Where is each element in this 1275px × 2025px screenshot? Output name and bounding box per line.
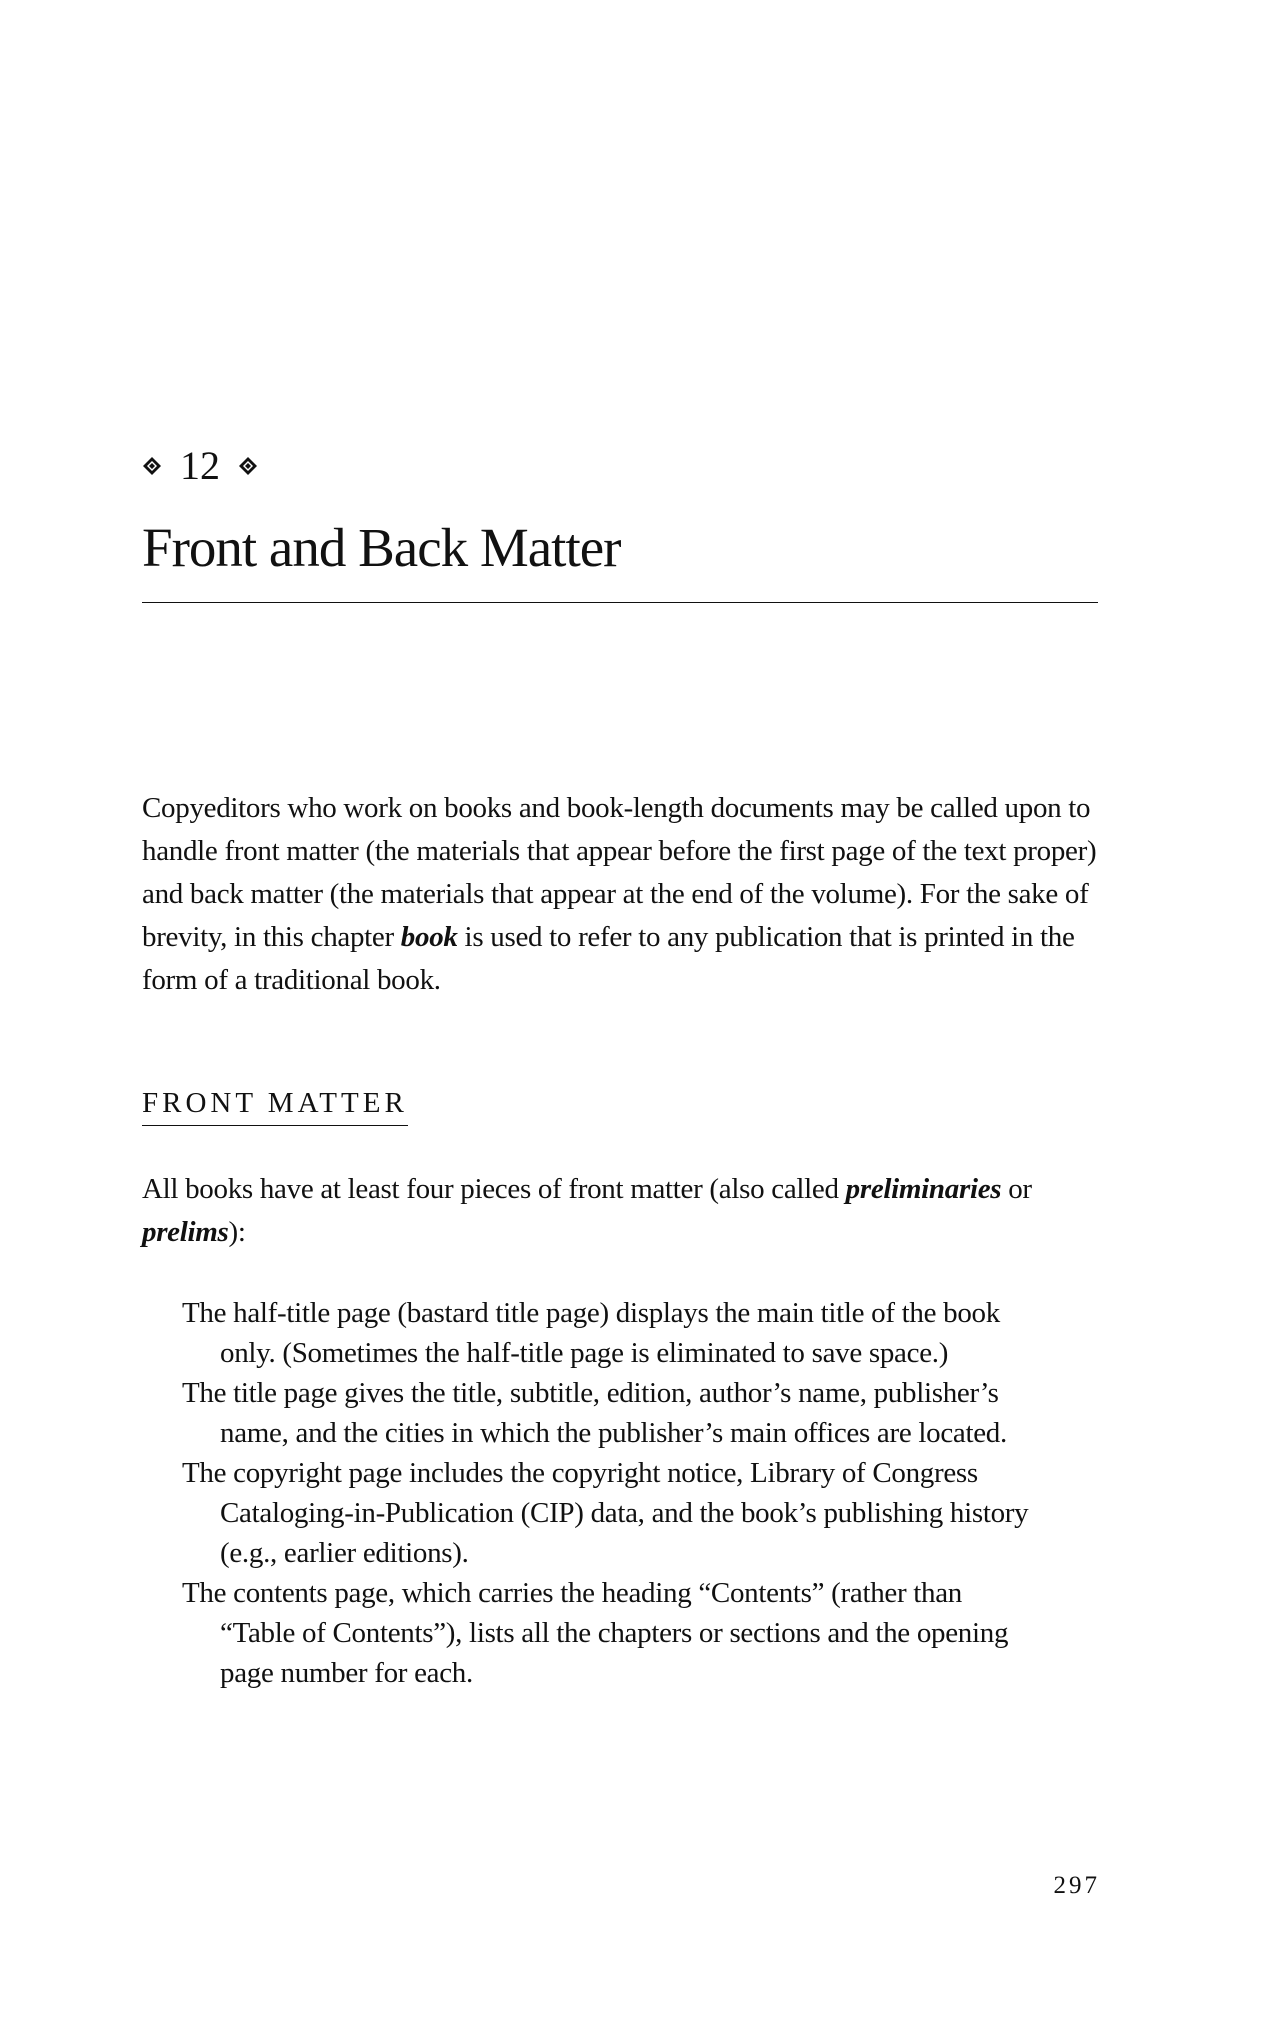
list-item: The title page gives the title, subtitle, edition, author’s name, publisher’s name, and the cities in which the publisher’s main offices are located.	[182, 1377, 1007, 1449]
section-intro-text-start: All books have at least four pieces of front matter (also called	[142, 1173, 846, 1205]
chapter-number: 12	[180, 443, 220, 488]
section-intro-italic-term-1: preliminaries	[845, 1173, 1002, 1205]
intro-paragraph	[142, 787, 1112, 1002]
list-item: The half-title page (bastard title page) displays the main title of the book only. (Sometimes the half-title page is eliminated to save space.)	[182, 1297, 1000, 1369]
section-intro-italic-term-2: prelims	[142, 1216, 229, 1248]
list-item: The contents page, which carries the heading “Contents” (rather than “Table of Contents”), lists all the chapters or sections and the opening page number for each.	[182, 1577, 1009, 1689]
section-intro-paragraph	[142, 1168, 1112, 1254]
intro-italic-term: book	[400, 921, 458, 953]
page-number: 297	[1053, 1872, 1100, 1899]
chapter-number-line	[142, 443, 258, 488]
diamond-ornament-icon	[142, 456, 162, 476]
intro-text-end: is used to refer to any publication that is printed in the form of a traditional book.	[142, 921, 1075, 996]
section-intro-text-end: ):	[228, 1216, 246, 1248]
section-intro-text-middle: or	[1001, 1173, 1032, 1205]
intro-text-start: Copyeditors who work on books and book-length documents may be called upon to handle front matter (the materials that appear before the first page of the text proper) and back matter (the materials that appear at the end of the volume). For the sake of brevity, in this chapter	[142, 792, 1097, 953]
chapter-title: Front and Back Matter	[142, 517, 621, 578]
diamond-ornament-icon	[238, 456, 258, 476]
list-item: The copyright page includes the copyright notice, Library of Congress Cataloging-in-Publication (CIP) data, and the book’s publishing history (e.g., earlier editions).	[182, 1457, 1029, 1569]
section-heading: FRONT MATTER	[142, 1086, 408, 1126]
chapter-title-rule	[142, 602, 1098, 603]
front-matter-list	[182, 1293, 1042, 1693]
